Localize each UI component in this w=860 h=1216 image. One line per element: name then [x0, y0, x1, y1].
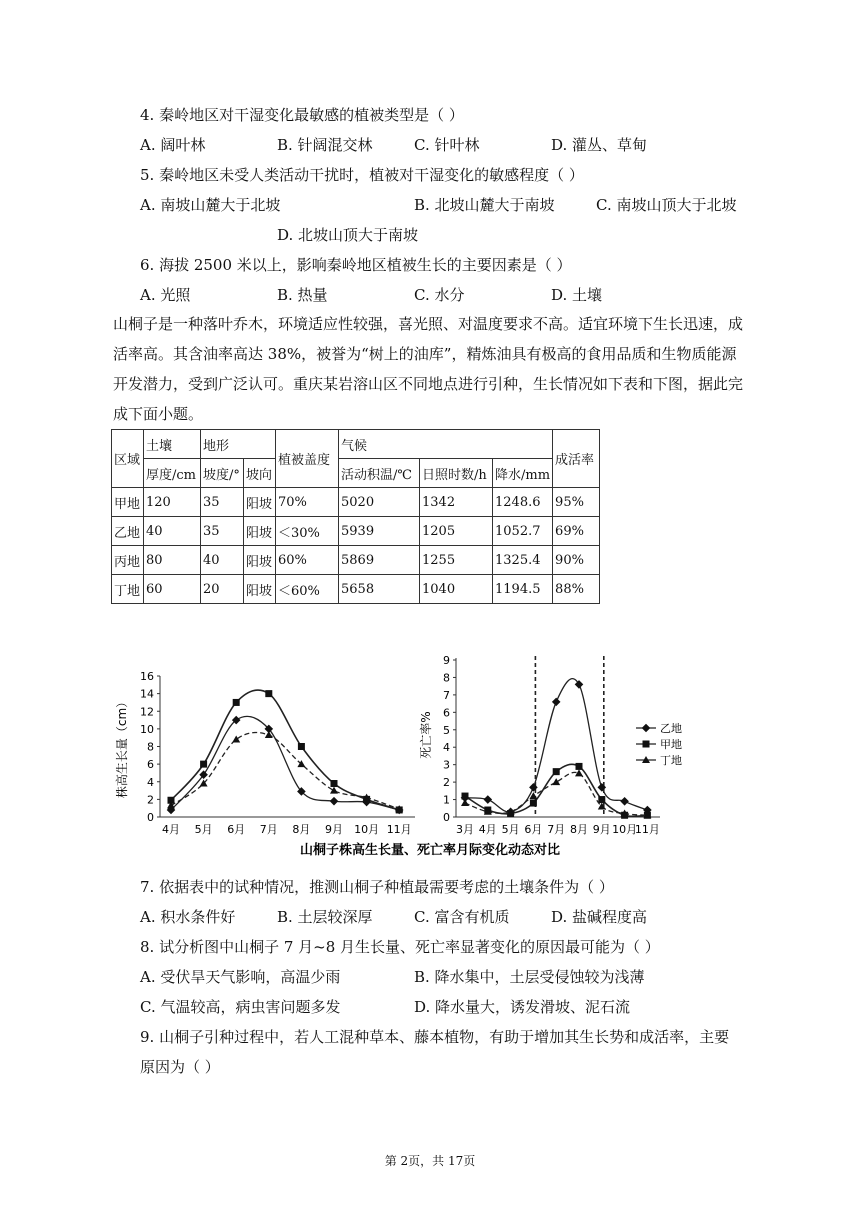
table-cell: 88% — [553, 575, 600, 604]
passage-line: 山桐子是一种落叶乔木，环境适应性较强，喜光照、对温度要求不高。适宜环境下生长迅速，成 — [113, 315, 744, 333]
x-tick-label: 4月 — [162, 823, 180, 836]
data-point — [462, 793, 469, 800]
y-tick-label: 9 — [443, 654, 450, 667]
question-7-stem: 7. 依据表中的试种情况，推测山桐子种植最需要考虑的土壤条件为（ ） — [140, 878, 614, 896]
table-cell: 1255 — [420, 546, 493, 575]
header-terrain: 地形 — [201, 430, 276, 459]
table-cell: 1194.5 — [493, 575, 553, 604]
legend-label: 甲地 — [660, 738, 682, 751]
x-tick-label: 10月 — [354, 823, 380, 836]
table-cell: 40 — [201, 546, 244, 575]
question-9-stem: 9. 山桐子引种过程中，若人工混种草本、藤本植物，有助于增加其生长势和成活率，主要 — [140, 1028, 730, 1046]
y-tick-label: 2 — [147, 793, 154, 807]
table-cell: 阳坡 — [244, 546, 276, 575]
data-point — [461, 799, 469, 806]
y-tick-label: 6 — [147, 758, 154, 772]
header-slope: 坡度/° — [201, 459, 244, 488]
table-cell: 40 — [144, 517, 201, 546]
y-tick-label: 10 — [140, 722, 154, 736]
y-tick-label: 12 — [140, 705, 154, 719]
q8-option-b: B. 降水集中，土层受侵蚀较为浅薄 — [414, 968, 645, 986]
header-thickness: 厚度/cm — [144, 459, 201, 488]
q6-option-d: D. 土壤 — [551, 286, 603, 304]
data-point — [576, 763, 583, 770]
page-footer: 第 2页，共 17页 — [384, 1154, 476, 1168]
q8-option-a: A. 受伏旱天气影响，高温少雨 — [140, 968, 341, 986]
passage-line: 活率高。其含油率高达 38%，被誉为“树上的油库”，精炼油具有极高的食用品质和生物质能源 — [113, 345, 737, 363]
y-tick-label: 6 — [443, 706, 450, 720]
figure-caption: 山桐子株高生长量、死亡率月际变化动态对比 — [299, 843, 561, 858]
y-tick-label: 14 — [140, 687, 154, 701]
y-tick-label: 3 — [443, 758, 450, 772]
y-tick-label: 16 — [140, 670, 154, 683]
table-cell: 120 — [144, 488, 201, 517]
growth-chart — [114, 670, 415, 836]
table-cell: 1040 — [420, 575, 493, 604]
growth-y-label: 株高生长量（cm） — [115, 695, 129, 799]
planting-data-table — [111, 429, 600, 604]
x-tick-label: 6月 — [524, 823, 543, 836]
table-cell: 5939 — [339, 517, 420, 546]
data-point — [200, 761, 207, 768]
q4-option-d: D. 灌丛、草甸 — [551, 136, 648, 154]
q8-option-c: C. 气温较高，病虫害问题多发 — [140, 998, 341, 1016]
table-cell: 5020 — [339, 488, 420, 517]
header-sun: 日照时数/h — [420, 459, 493, 488]
table-cell: 5658 — [339, 575, 420, 604]
x-tick-label: 5月 — [501, 823, 520, 836]
x-tick-label: 3月 — [456, 823, 474, 836]
data-point — [553, 768, 560, 775]
x-tick-label: 8月 — [292, 823, 311, 836]
y-tick-label: 0 — [147, 811, 154, 824]
header-aspect: 坡向 — [244, 459, 276, 488]
table-cell: 1248.6 — [493, 488, 553, 517]
table-row — [112, 517, 600, 546]
x-tick-label: 9月 — [325, 823, 343, 836]
q4-option-b: B. 针阔混交林 — [277, 136, 373, 154]
q6-option-a: A. 光照 — [140, 286, 191, 304]
q7-option-d: D. 盐碱程度高 — [551, 908, 648, 926]
data-point — [331, 780, 338, 787]
passage-line: 开发潜力，受到广泛认可。重庆某岩溶山区不同地点进行引种，生长情况如下表和下图，据此完 — [113, 375, 744, 393]
data-point — [620, 797, 629, 806]
table-cell: 乙地 — [112, 517, 144, 546]
table-cell: 70% — [276, 488, 339, 517]
q6-option-c: C. 水分 — [414, 286, 465, 304]
data-point — [298, 743, 305, 750]
q5-option-b: B. 北坡山麓大于南坡 — [414, 196, 555, 214]
x-tick-label: 9月 — [592, 823, 611, 836]
data-point — [598, 796, 605, 803]
q7-option-b: B. 土层较深厚 — [277, 908, 373, 926]
table-cell: 60 — [144, 575, 201, 604]
header-region: 区域 — [112, 430, 144, 488]
legend-marker — [643, 741, 650, 748]
data-point — [530, 800, 537, 807]
table-cell: 1342 — [420, 488, 493, 517]
x-tick-label: 11月 — [386, 823, 412, 836]
y-tick-label: 1 — [443, 793, 450, 807]
data-point — [330, 787, 338, 794]
header-survival: 成活率 — [553, 430, 600, 488]
question-6-stem: 6. 海拔 2500 米以上，影响秦岭地区植被生长的主要因素是（ ） — [140, 256, 572, 274]
data-point — [529, 783, 538, 792]
table-cell: 5869 — [339, 546, 420, 575]
table-cell: 69% — [553, 517, 600, 546]
series-line — [171, 690, 399, 810]
y-tick-label: 4 — [147, 775, 154, 789]
legend-label: 丁地 — [660, 754, 682, 767]
table-row — [112, 546, 600, 575]
y-tick-label: 2 — [443, 776, 450, 790]
table-cell: 阳坡 — [244, 575, 276, 604]
table-cell: 35 — [201, 488, 244, 517]
y-tick-label: 4 — [443, 741, 450, 755]
data-point — [232, 735, 240, 742]
x-tick-label: 6月 — [227, 823, 246, 836]
table-cell: 阳坡 — [244, 517, 276, 546]
data-point — [233, 699, 240, 706]
y-tick-label: 8 — [147, 740, 154, 754]
legend-marker — [642, 724, 651, 733]
header-temp: 活动积温/℃ — [339, 459, 420, 488]
question-9-stem-cont: 原因为（ ） — [140, 1058, 220, 1076]
data-point — [552, 778, 560, 785]
data-point — [330, 797, 339, 806]
q5-option-a: A. 南坡山麓大于北坡 — [140, 196, 281, 214]
x-tick-label: 11月 — [634, 823, 660, 836]
q4-option-a: A. 阔叶林 — [140, 136, 206, 154]
passage — [113, 309, 753, 429]
question-4-stem: 4. 秦岭地区对干湿变化最敏感的植被类型是（ ） — [140, 106, 464, 124]
q7-option-a: A. 积水条件好 — [140, 908, 236, 926]
question-8-stem: 8. 试分析图中山桐子 7 月~8 月生长量、死亡率显著变化的原因最可能为（ ） — [140, 938, 660, 956]
x-tick-label: 7月 — [259, 823, 278, 836]
mortality-y-label: 死亡率% — [419, 711, 433, 759]
table-cell: 60% — [276, 546, 339, 575]
table-cell: ＜60% — [276, 575, 339, 604]
table-cell: 1325.4 — [493, 546, 553, 575]
x-tick-label: 8月 — [570, 823, 588, 836]
data-point — [575, 680, 584, 689]
growth-mortality-figure — [0, 650, 860, 860]
data-point — [598, 783, 607, 792]
question-5-stem: 5. 秦岭地区未受人类活动干扰时，植被对干湿变化的敏感程度（ ） — [140, 166, 584, 184]
table-cell: 80 — [144, 546, 201, 575]
mortality-chart — [418, 654, 682, 836]
table-cell: ＜30% — [276, 517, 339, 546]
legend-label: 乙地 — [660, 722, 682, 735]
table-row — [112, 488, 600, 517]
table-cell: 35 — [201, 517, 244, 546]
x-tick-label: 4月 — [478, 823, 497, 836]
x-tick-label: 5月 — [194, 823, 213, 836]
table-cell: 阳坡 — [244, 488, 276, 517]
q5-option-d: D. 北坡山顶大于南坡 — [277, 226, 419, 244]
data-point — [265, 690, 272, 697]
x-tick-label: 7月 — [547, 823, 566, 836]
table-cell: 甲地 — [112, 488, 144, 517]
q6-option-b: B. 热量 — [277, 286, 328, 304]
header-soil: 土壤 — [144, 430, 201, 459]
table-cell: 95% — [553, 488, 600, 517]
passage-line: 成下面小题。 — [113, 405, 204, 423]
q7-option-c: C. 富含有机质 — [414, 908, 510, 926]
q5-option-c: C. 南坡山顶大于北坡 — [596, 196, 737, 214]
header-rain: 降水/mm — [493, 459, 553, 488]
table-cell: 90% — [553, 546, 600, 575]
table-cell: 1052.7 — [493, 517, 553, 546]
y-tick-label: 5 — [443, 723, 450, 737]
y-tick-label: 8 — [443, 671, 450, 685]
y-tick-label: 7 — [443, 688, 450, 702]
table-row — [112, 575, 600, 604]
data-point — [552, 698, 561, 707]
table-cell: 1205 — [420, 517, 493, 546]
x-tick-label: 10月 — [612, 823, 638, 836]
table-cell: 20 — [201, 575, 244, 604]
table-cell: 丙地 — [112, 546, 144, 575]
header-cover: 植被盖度 — [276, 430, 339, 488]
data-point — [484, 795, 493, 804]
q4-option-c: C. 针叶林 — [414, 136, 480, 154]
q8-option-d: D. 降水量大，诱发滑坡、泥石流 — [414, 998, 631, 1016]
header-climate: 气候 — [339, 430, 553, 459]
y-tick-label: 0 — [443, 811, 450, 824]
table-cell: 丁地 — [112, 575, 144, 604]
